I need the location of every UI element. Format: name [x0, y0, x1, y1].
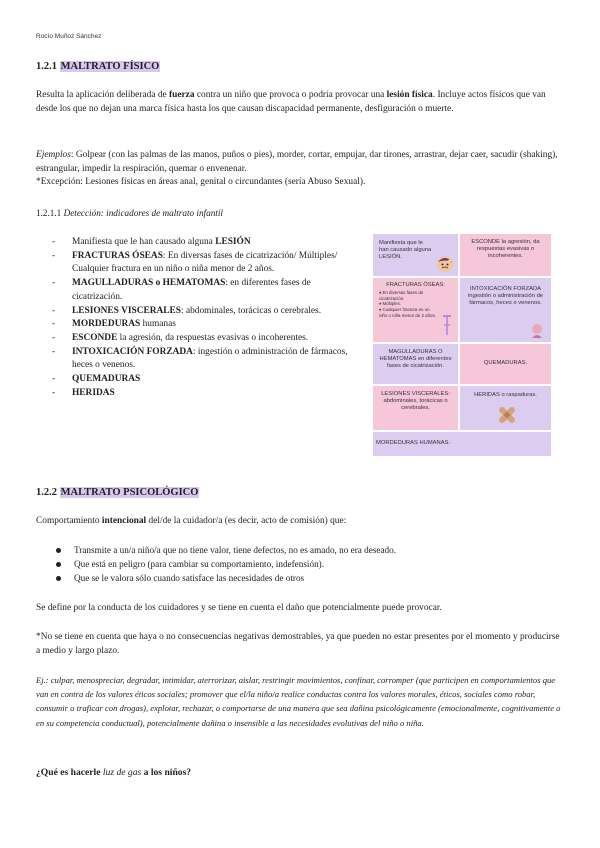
bullet-item: Transmite a un/a niño/a que no tiene valor, tiene defectos, no es amado, no era deseado. [54, 544, 554, 558]
gaslighting-question: ¿Qué es hacerle luz de gas a los niños? [36, 767, 192, 778]
psychological-examples: Ej.: culpar, menospreciar, degradar, intimidar, aterrorizar, aislar, restringir movimientos, confinar, corromper (que participen en comportamientos que van en contra de los valores éticos sociales; promover que el/la niño/a realice conductas contra los valores morales, éticos, sociales como robar, consumir o traficar con drogas), explotar, rechazar, o comportarse de una manera que sea dañina psicológicamente (emocionalmente, cognitivamente o en su competencia conductual), potencialmente dañina o insensible a las necesidades evolutivas del niño o niña. [36, 675, 561, 728]
crutch-icon [439, 314, 455, 336]
infographic-cell-heridas: HERIDAS o raspaduras. [460, 386, 551, 430]
infographic-cell-quemaduras: QUEMADURAS. [460, 344, 551, 384]
indicator-item: - Manifiesta que le han causado alguna LESIÓN [52, 237, 251, 247]
bullet-item: Que se le valora sólo cuando satisface las necesidades de otros [54, 572, 554, 586]
infographic-cell-magulladuras: MAGULLADURAS O HEMATOMAS en diferentes fases de cicatrización. [373, 344, 458, 384]
psychological-bullets [54, 544, 554, 585]
indicator-item: - MORDEDURAS humanas [52, 319, 176, 330]
infographic-cell-fracturas: FRACTURAS ÓSEAS: ♦ En diversas fases de cicatrización. ♦ Múltiples. ♦ Cualquier fractura en un niño o niña menor de 2 años. [373, 278, 458, 342]
physical-definition: Resulta la aplicación deliberada de fuerza contra un niño que provoca o podría provocar una lesión física. Incluye actos físicos que van desde los que no dejan una marca física hasta los que causan discapacidad permanente, desfiguración o muerte. [36, 90, 546, 114]
psychological-defined: Se define por la conducta de los cuidadores y se tiene en cuenta el daño que potencialmente puede provocar. [36, 603, 442, 613]
indicator-item: - ESCONDE la agresión, da respuestas evasivas o incoherentes. [52, 332, 309, 343]
bandage-icon [497, 405, 517, 425]
indicator-list [52, 236, 362, 400]
infographic-cell-viscerales: LESIONES VISCERALES: abdominales, torácicas o cerebrales. [373, 386, 458, 430]
indicator-item: - INTOXICACIÓN FORZADA: ingestión o administración de fármacos, heces o venenos. [52, 346, 348, 371]
sick-person-icon [529, 322, 545, 338]
bullet-item: Que está en peligro (para cambiar su comportamiento, indefensión). [54, 558, 554, 572]
infographic-cell-intoxicacion: INTOXICACIÓN FORZADA ingestión o administración de fármacos, heces o venenos. [460, 278, 551, 342]
fracture-subitem: ♦ En diversas fases de cicatrización. [379, 290, 424, 301]
subsection-heading-detection: 1.2.1.1 Detección: indicadores de maltrato infantil [36, 208, 223, 218]
infographic-cell-lesion: Manifiesta que le han causado alguna LESIÓN. [373, 234, 458, 276]
injured-child-icon [436, 255, 454, 273]
indicators-infographic [373, 234, 551, 456]
physical-examples: Ejemplos: Golpear (con las palmas de las manos, puños o pies), morder, cortar, empujar, dar tirones, arrastrar, dejar caer, sacudir (shaking), estrangular, impedir la respiración, quemar o envenenar. *Excepción: Lesiones físicas en áreas anal, genital o circundantes (sería Abuso Sexual). [36, 150, 558, 188]
fracture-subitem: ♦ Cualquier fractura en un niño o niña menor de 2 años. [379, 306, 436, 318]
indicator-item: - MAGULLADURAS o HEMATOMAS: en diferentes fases de cicatrización. [52, 278, 311, 302]
fracture-subitem: ♦ Múltiples. [379, 301, 402, 307]
author-name: Rocío Muñoz Sánchez [36, 33, 102, 40]
section-heading-psychological: 1.2.2 MALTRATO PSICOLÓGICO [36, 487, 199, 498]
indicator-item: - QUEMADURAS [52, 374, 141, 385]
section-heading-physical: 1.2.1 MALTRATO FÍSICO [36, 61, 160, 72]
infographic-cell-mordeduras: MORDEDURAS HUMANAS. [373, 432, 551, 456]
indicator-item: - HERIDAS [52, 387, 115, 398]
psychological-note: *No se tiene en cuenta que haya o no consecuencias negativas demostrables, ya que pueden no estar presentes por el momento y producirse a medio y largo plazo. [36, 632, 560, 656]
indicator-item: - FRACTURAS ÓSEAS: En diversas fases de cicatrización/ Múltiples/ Cualquier fractura en un niño o niña menor de 2 años. [52, 250, 338, 275]
psychological-intro: Comportamiento intencional del/de la cuidador/a (es decir, acto de comisión) que: [36, 516, 347, 526]
indicator-item: - LESIONES VISCERALES: abdominales, torácicas o cerebrales. [52, 305, 322, 316]
infographic-cell-esconde: ESCONDE la agresión, da respuestas evasivas o incoherentes. [460, 234, 551, 276]
